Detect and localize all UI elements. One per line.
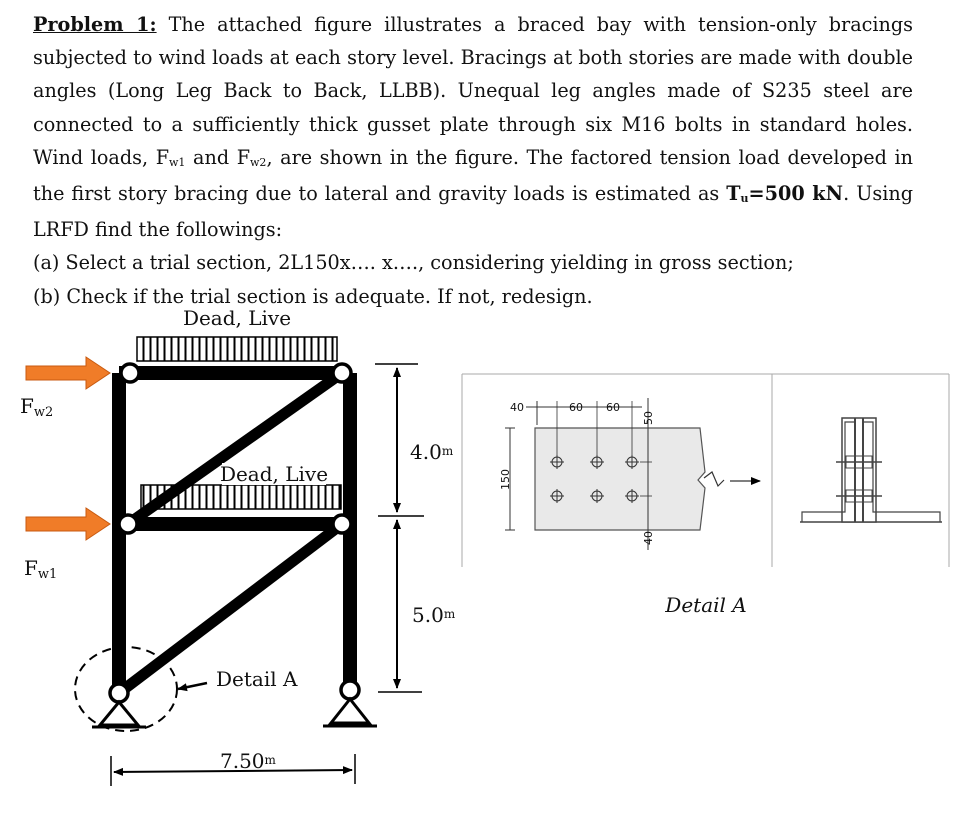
dim-60-b: 60 (606, 401, 620, 414)
dim-150: 150 (499, 469, 512, 490)
part-b: (b) Check if the trial section is adequate. If not, redesign. (33, 284, 593, 308)
problem-text-2: and F (185, 145, 251, 169)
fw2-subscript: w2 (250, 155, 267, 169)
figure (0, 290, 964, 820)
right-pin-support (323, 699, 377, 726)
fw2-label: Fw2 (20, 394, 54, 420)
pin-joint (333, 364, 351, 382)
wind-arrow-fw2 (26, 357, 110, 389)
problem-heading: Problem 1: (33, 13, 157, 36)
dim-50: 50 (642, 411, 655, 425)
double-angle-section (800, 418, 942, 522)
problem-statement (33, 8, 913, 313)
dim-40-bottom: 40 (642, 531, 655, 545)
top-distributed-load (137, 337, 337, 361)
pin-joint (121, 364, 139, 382)
detail-caption: Detail A (665, 593, 747, 617)
problem-text-4: . Using LRFD find the followings: (33, 182, 914, 242)
detail-callout-arrow (178, 683, 207, 689)
detail-a (462, 374, 949, 617)
braced-frame (20, 306, 456, 786)
fw1-label: Fw1 (24, 556, 58, 582)
dim-upper-story: 4.0$^m$ (410, 440, 454, 464)
wind-arrow-fw1 (26, 508, 110, 540)
problem-text-1: The attached figure illustrates a braced bay with tension-only bracings subjected to wind loads at each story level. Bracings at both stories are made with double angles (Long Leg Back to Back, LLBB). Unequal leg angles made of S235 steel are connected to a sufficiently thick gusset plate through six M16 bolts in standard holes. Wind loads, F (33, 13, 913, 169)
dim-40-top: 40 (510, 401, 524, 414)
break-symbol (704, 472, 724, 486)
problem-text-3: , are shown in the figure. The factored tension load developed in the first story bracing due to lateral and gravity loads is estimated as (33, 145, 914, 206)
problem-paragraph (33, 8, 913, 246)
load-label-top: Dead, Live (182, 306, 292, 330)
angle-plate (535, 428, 705, 530)
dim-60-a: 60 (569, 401, 583, 414)
detail-callout-label: Detail A (216, 667, 298, 691)
part-a: (a) Select a trial section, 2L150x…. x…., considering yielding in gross section; (33, 251, 794, 275)
pin-joint (341, 681, 359, 699)
load-label-mid: Dead, Live (219, 462, 329, 486)
tu-symbol: $T_u=500$ kN (726, 182, 844, 206)
fw1-subscript: w1 (169, 155, 186, 169)
pin-joint (119, 515, 137, 533)
pin-joint (333, 515, 351, 533)
dim-span: 7.50$^m$ (220, 749, 276, 773)
left-pin-support (92, 702, 146, 727)
dim-lower-story: 5.0$^m$ (412, 603, 456, 627)
vertical-dimension (375, 364, 424, 692)
pin-joint (110, 684, 128, 702)
